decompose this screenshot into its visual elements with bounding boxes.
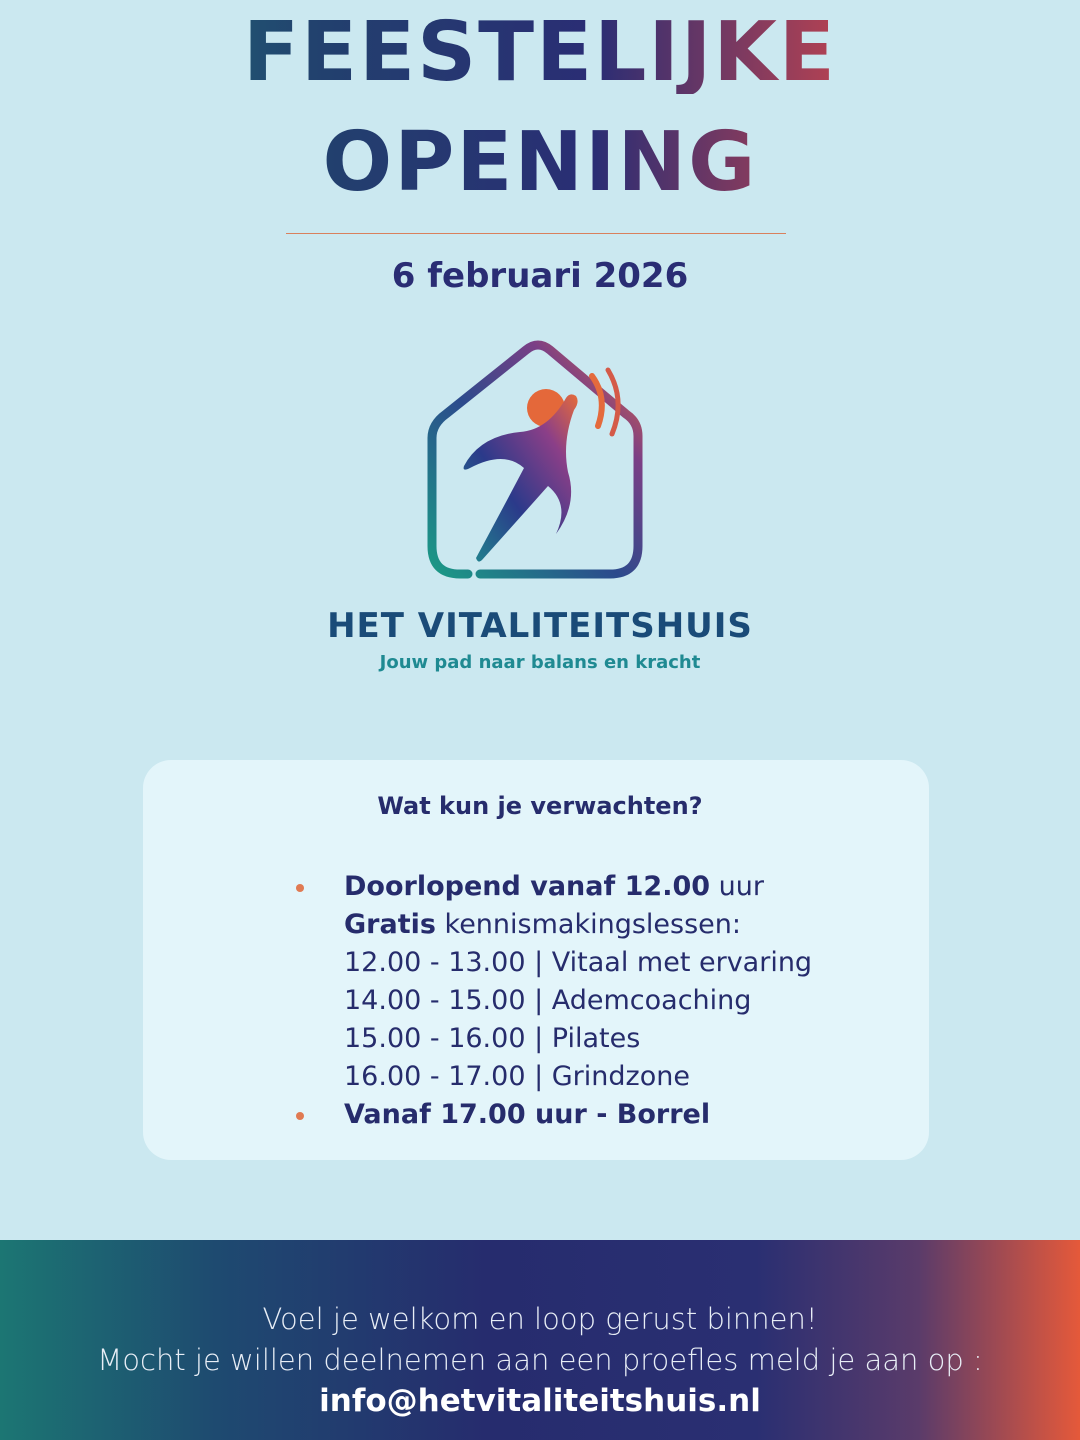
program-free-lessons	[344, 911, 741, 938]
program-heading: Wat kun je verwachten?	[377, 792, 703, 820]
footer-signup-text: Mocht je willen deelnemen aan een proefles meld je aan op :	[97, 1343, 983, 1377]
program-item-continuous-rest: uur	[710, 871, 764, 902]
brand-tagline: Jouw pad naar balans en kracht	[379, 652, 701, 673]
brand-name: HET VITALITEITSHUIS	[327, 606, 753, 646]
footer-welcome-text: Voel je welkom en loop gerust binnen!	[262, 1302, 818, 1336]
program-item-continuous-bold: Doorlopend vanaf 12.00	[344, 871, 711, 902]
program-item-drinks: Vanaf 17.00 uur - Borrel	[344, 1099, 711, 1130]
title-line-1: FEESTELIJKE	[0, 12, 1080, 94]
bullet-dot	[296, 1112, 304, 1120]
bullet-dot	[296, 884, 304, 892]
event-date: 6 februari 2026	[391, 256, 689, 296]
program-free-rest: kennismakingslessen:	[435, 909, 741, 940]
program-free-bold: Gratis	[344, 909, 436, 940]
lesson-item: 16.00 - 17.00 | Grindzone	[344, 1061, 690, 1092]
lesson-item: 12.00 - 13.00 | Vitaal met ervaring	[344, 947, 813, 978]
footer-email-link[interactable]: info@hetvitaliteitshuis.nl	[319, 1383, 761, 1419]
divider	[286, 233, 786, 234]
title-line-2: OPENING	[0, 122, 1080, 204]
house-with-dancing-figure-icon	[420, 336, 652, 584]
lesson-item: 14.00 - 15.00 | Ademcoaching	[344, 985, 752, 1016]
lesson-item: 15.00 - 16.00 | Pilates	[344, 1023, 641, 1054]
program-item-continuous	[344, 873, 764, 900]
